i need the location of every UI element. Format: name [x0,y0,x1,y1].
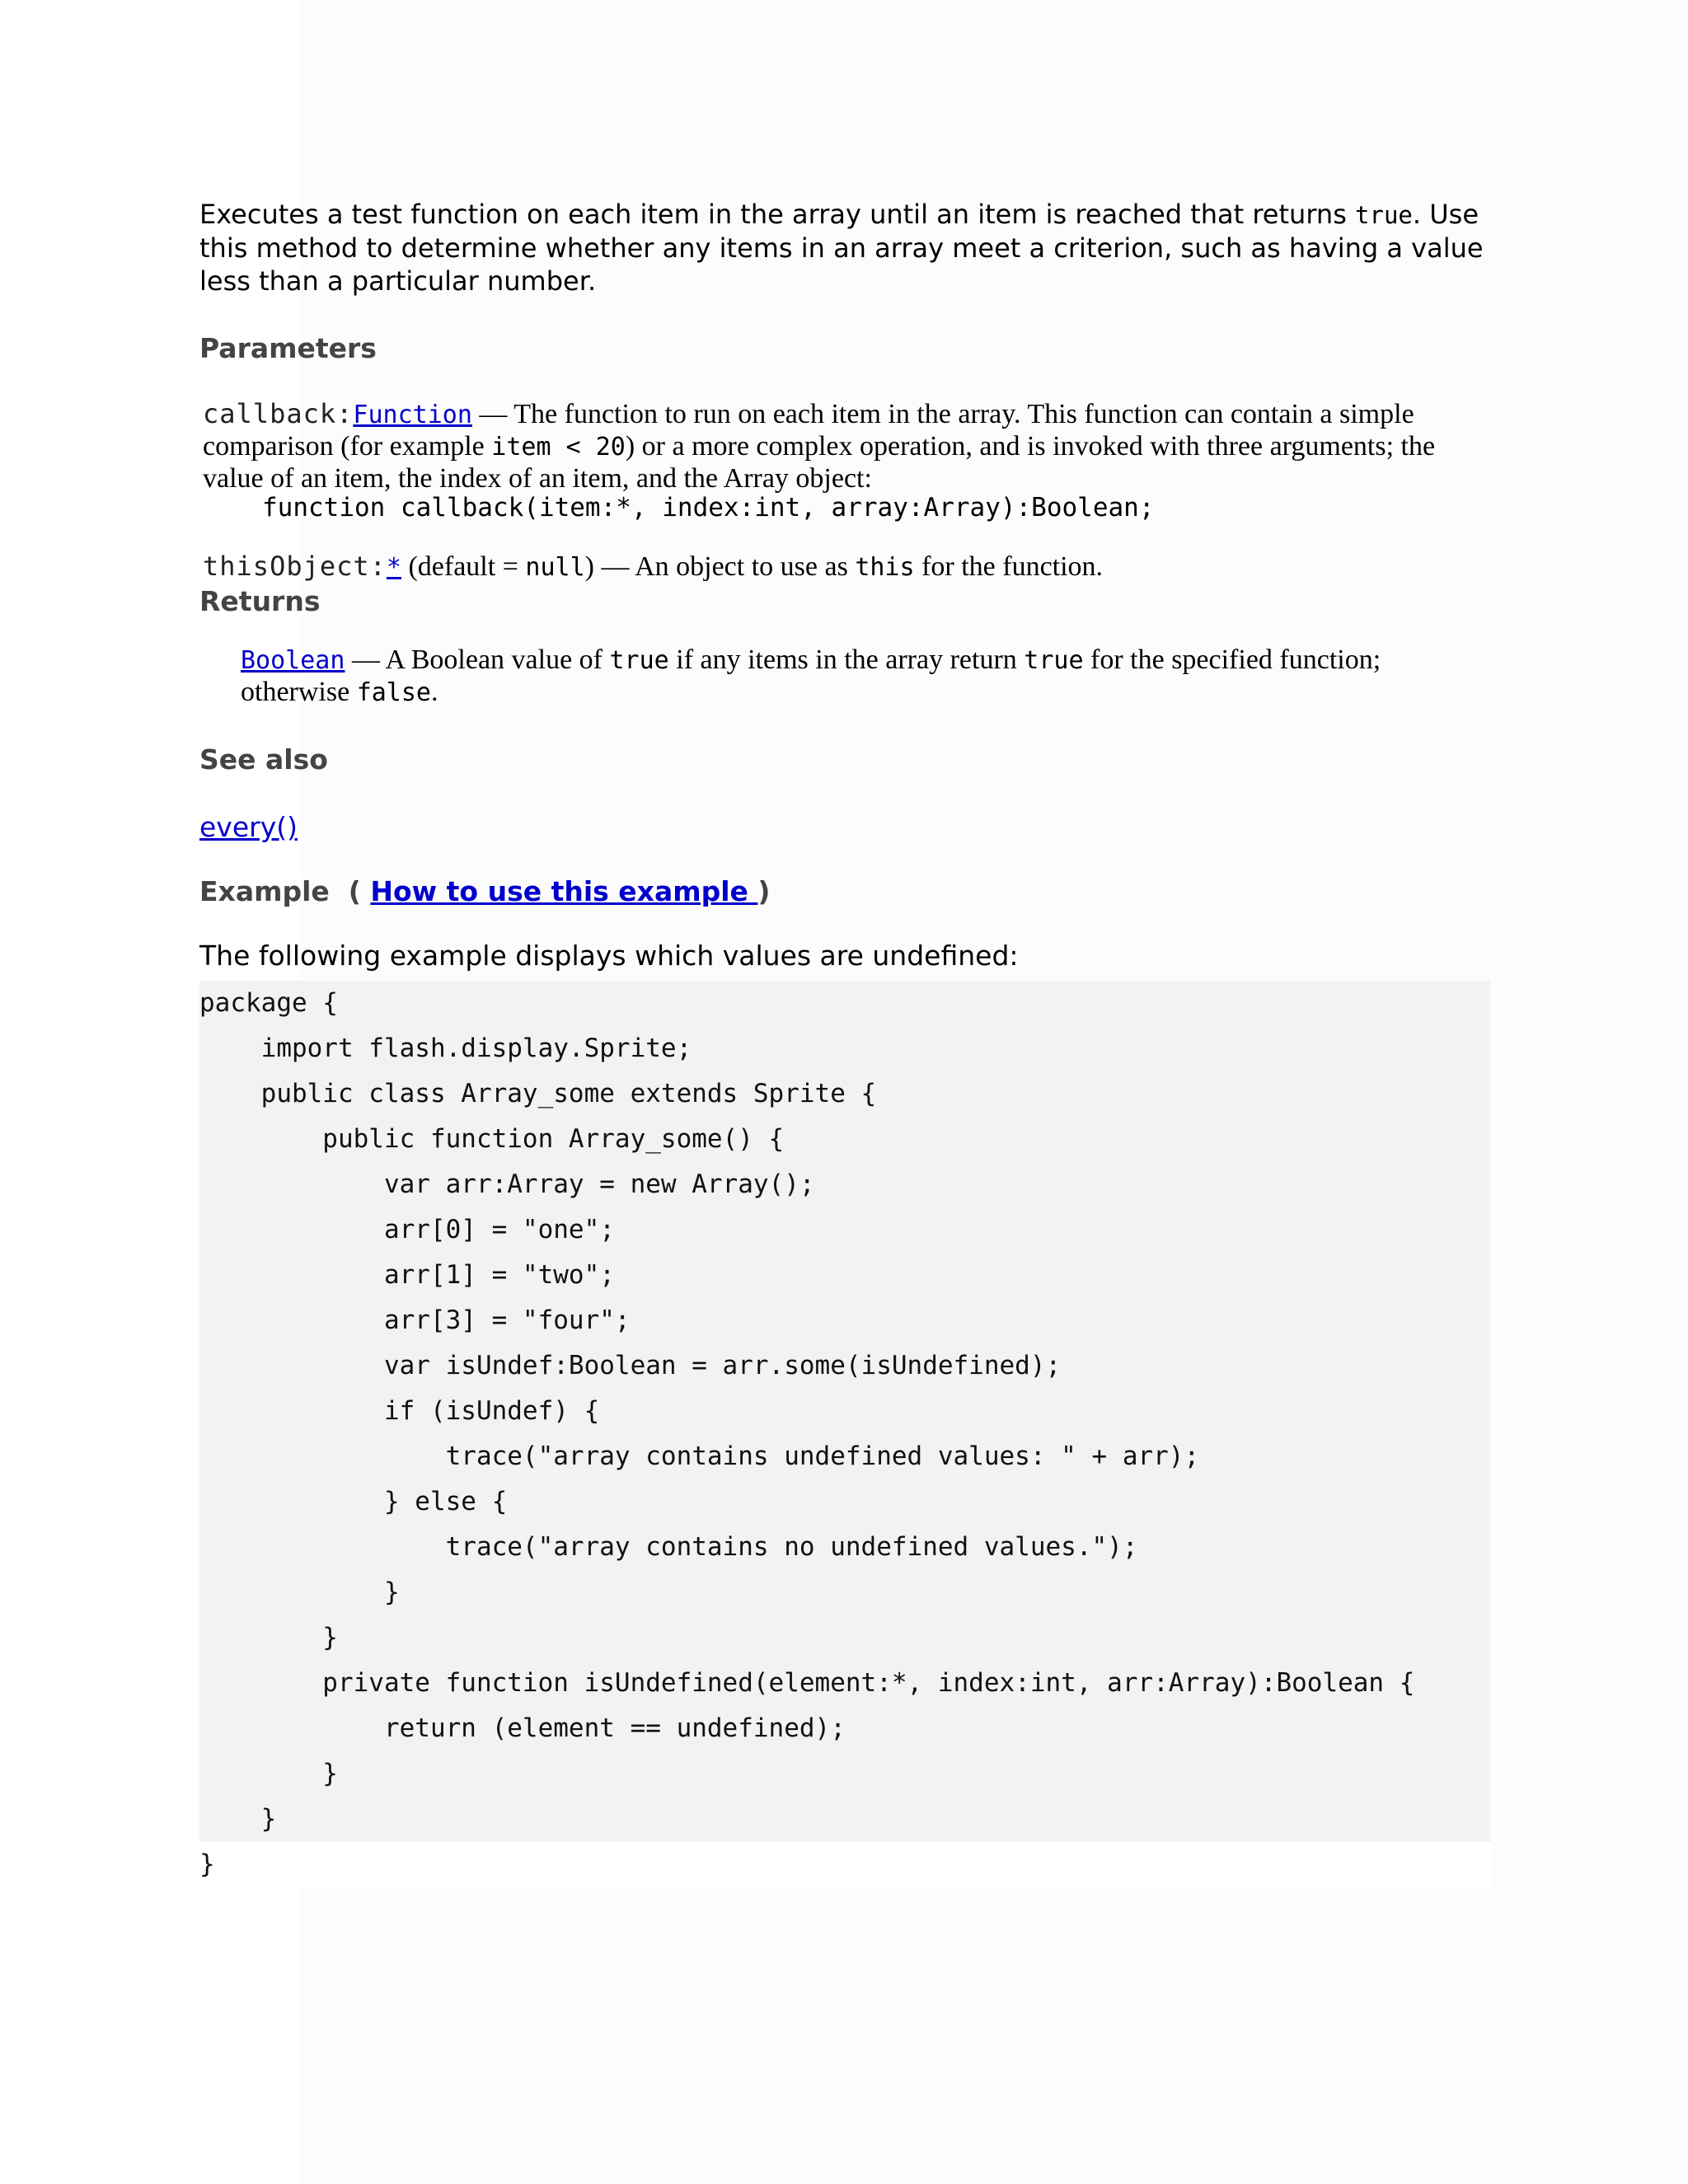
any-type-link[interactable]: * [386,553,401,582]
callback-signature: function callback(item:*, index:int, array:Array):Boolean; [262,493,1155,523]
param-thisobject-name: thisObject: [203,551,387,582]
returns-heading: Returns [199,585,321,617]
param-callback-desc-end: ) or a more complex operation, and is invoked with three arguments; the value of an item, the index of an item, and the Array object: [203,431,1436,494]
param-thisobject [199,551,1493,583]
intro-text: Executes a test function on each item in the array until an item is reached that returns [199,199,1356,230]
intro-code-true: true [1355,201,1413,229]
code-line: } [199,1842,1490,1887]
code-line: import flash.display.Sprite; [199,1033,692,1063]
returns-description [241,644,1493,709]
code-line: } [199,1623,338,1652]
param-thisobject-desc-end: for the function. [914,551,1104,582]
example-paren-open: ( [348,875,371,907]
code-line: package { [199,988,338,1018]
returns-code-true-2: true [1024,646,1084,675]
returns-text-middle: if any items in the array return [668,644,1025,675]
param-callback-desc: — The function to run on each item in the array. This function can contain a simple comparison (for example [203,399,1414,462]
param-thisobject-code: this [855,553,915,582]
param-thisobject-desc: ) — An object to use as [584,551,856,582]
param-thisobject-default-label: (default = [401,551,526,582]
example-code-block [199,981,1490,1887]
returns-code-true: true [609,646,669,675]
param-callback-name: callback: [203,398,354,429]
returns-text-end: . [431,677,438,707]
code-line: } [199,1759,338,1788]
parameters-heading: Parameters [199,332,377,364]
code-line: trace("array contains undefined values: " + arr); [199,1441,1200,1471]
code-line: return (element == undefined); [199,1713,846,1743]
code-line: var isUndef:Boolean = arr.some(isUndefined); [199,1351,1062,1380]
code-line: arr[1] = "two"; [199,1260,615,1290]
code-line: var arr:Array = new Array(); [199,1169,815,1199]
code-line: arr[3] = "four"; [199,1305,631,1335]
code-line: } [199,1804,277,1834]
example-heading-label: Example [199,875,330,907]
code-line: arr[0] = "one"; [199,1215,615,1244]
code-line: } [199,1577,400,1607]
returns-text-after: for the specified function; otherwise [241,644,1381,707]
method-description [199,198,1493,298]
see-also-heading: See also [199,743,328,776]
example-paren-close: ) [757,875,771,907]
intro-text-end: . Use this method to determine whether any items in an array meet a criterion, such as having a value less than a particular number. [199,199,1484,297]
every-method-link[interactable]: every() [199,811,298,843]
document-content [199,198,1493,1887]
returns-text: — A Boolean value of [345,644,610,675]
code-line: } else { [199,1487,508,1516]
example-heading [199,874,1493,910]
see-also-list [199,809,1493,846]
code-line: trace("array contains no undefined values."); [199,1532,1138,1562]
how-to-use-example-link[interactable]: How to use this example [370,875,758,907]
code-line: if (isUndef) { [199,1396,600,1426]
code-line: public function Array_some() { [199,1124,785,1154]
param-thisobject-default-value: null [525,553,585,582]
code-line: public class Array_some extends Sprite { [199,1079,877,1108]
param-callback-code: item < 20 [491,433,626,462]
boolean-type-link[interactable]: Boolean [241,646,345,675]
example-description: The following example displays which values are undefined: [199,940,1019,972]
param-callback [199,398,1493,494]
code-line: private function isUndefined(element:*, index:int, arr:Array):Boolean { [199,1668,1415,1698]
function-type-link[interactable]: Function [353,401,472,429]
returns-code-false: false [356,678,431,707]
